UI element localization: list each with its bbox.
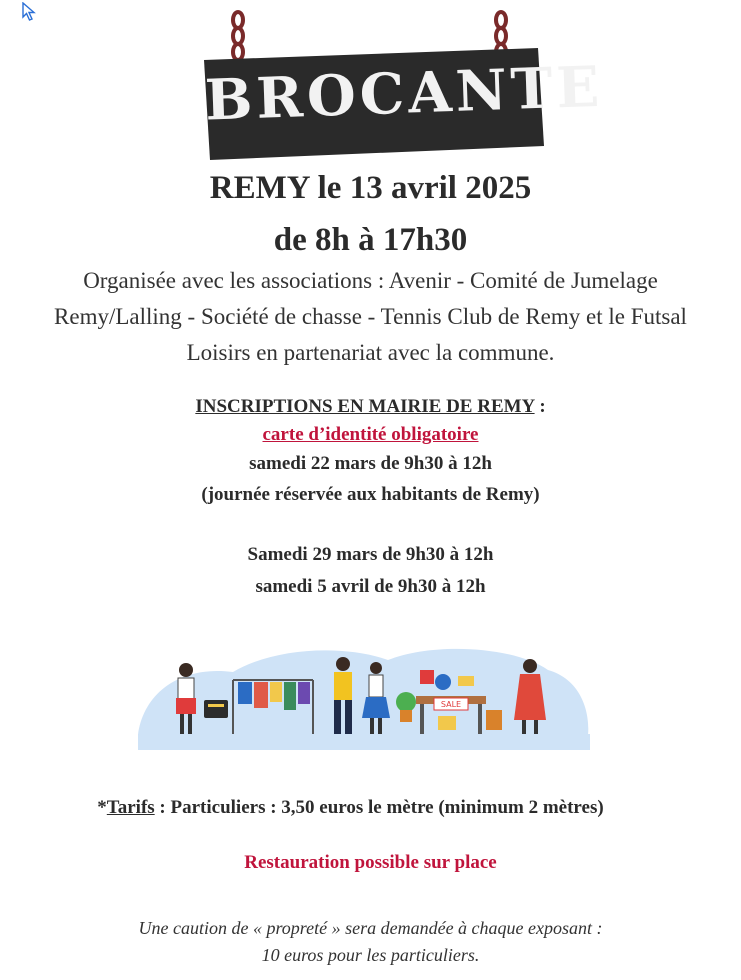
pricing-line xyxy=(0,797,721,819)
mouse-pointer-icon xyxy=(22,2,36,22)
id-required-text: carte d’identité obligatoire xyxy=(262,424,479,445)
registration-session-2: Samedi 29 mars de 9h30 à 12h xyxy=(247,544,494,565)
event-hours: de 8h à 17h30 xyxy=(273,222,468,258)
chain-left-icon xyxy=(233,12,243,60)
registration-session-3: samedi 5 avril de 9h30 à 12h xyxy=(255,576,486,597)
organizers-line-3: Loisirs en partenariat avec la commune. xyxy=(186,340,555,365)
event-headline: REMY le 13 avril 2025 xyxy=(209,170,532,206)
registration-session-1: samedi 22 mars de 9h30 à 12h xyxy=(249,453,492,474)
organizers-line-2: Remy/Lalling - Société de chasse - Tennis Club de Remy et le Futsal xyxy=(54,304,687,329)
sale-sign-text: SALE xyxy=(440,700,462,709)
organizers-line-1: Organisée avec les associations : Avenir - Comité de Jumelage xyxy=(83,268,658,293)
registration-heading xyxy=(0,396,741,418)
id-required-note xyxy=(0,424,741,446)
catering-note: Restauration possible sur place xyxy=(244,852,497,873)
sign-title: BROCANTE xyxy=(203,53,605,134)
pricing-prefix: * xyxy=(97,797,107,818)
registration-session-1-note: (journée réservée aux habitants de Remy) xyxy=(201,484,540,505)
registration-heading-suffix: : xyxy=(534,396,546,417)
pricing-label: Tarifs xyxy=(106,797,155,818)
pricing-text: : Particuliers : 3,50 euros le mètre (minimum 2 mètres) xyxy=(154,797,604,818)
registration-heading-text: INSCRIPTIONS EN MAIRIE DE REMY xyxy=(195,396,535,417)
deposit-line-2: 10 euros pour les particuliers. xyxy=(261,945,480,965)
deposit-line-1: Une caution de « propreté » sera demandée à chaque exposant : xyxy=(138,918,603,938)
flea-market-illustration xyxy=(138,640,590,750)
